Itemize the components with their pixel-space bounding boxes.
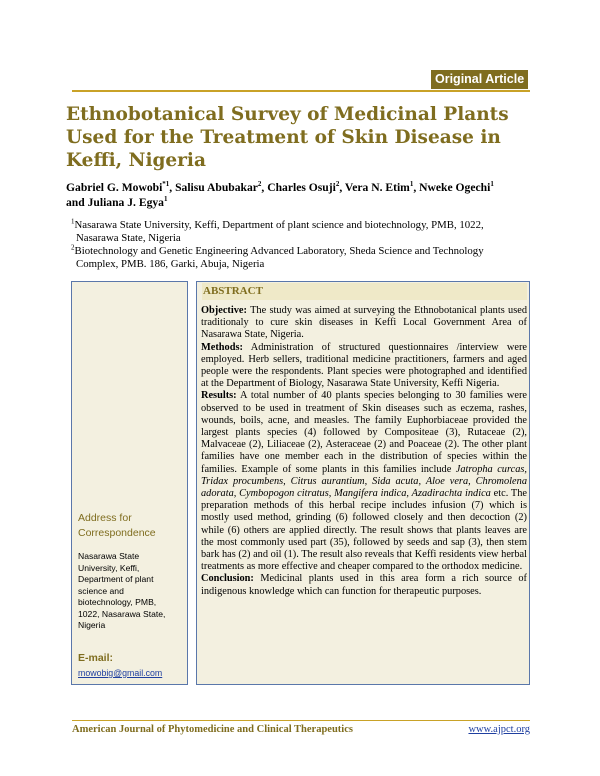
correspondence-address (78, 551, 184, 632)
address-line: Department of plant (78, 574, 154, 584)
author-name: Gabriel G. Mowobi (66, 181, 163, 194)
email-label: E-mail: (78, 652, 114, 664)
abstract-box (196, 281, 530, 685)
author-name: Charles Osuji (267, 181, 336, 194)
email-link[interactable]: mowobig@gmail.com (78, 668, 163, 678)
affiliation-1 (71, 219, 531, 245)
affiliation-text: Biotechnology and Genetic Engineering Advanced Laboratory, Sheda Science and Technology (74, 245, 484, 257)
correspondence-title-line: Address for (78, 512, 132, 524)
affiliation-mark: 2 (71, 243, 75, 252)
author-name: Nweke Ogechi (419, 181, 491, 194)
address-line: Nasarawa State (78, 551, 140, 561)
author-affiliation-mark: 2 (335, 180, 340, 189)
abstract-results (201, 390, 527, 573)
header-divider (72, 90, 530, 92)
paper-title: Ethnobotanical Survey of Medicinal Plants Used for the Treatment of Skin Disease in Keffi, Nigeria (66, 104, 509, 171)
methods-text: Administration of structured questionnaires /interview were employed. Herb sellers, traditional medicine practitioners, farmers and aged people were the respondents. Plant species were photographed and identified at the Department of Biology, Nasarawa State University, Keffi Nigeria. (201, 341, 528, 390)
author-name: Vera N. Etim (344, 181, 410, 194)
author-affiliation-mark: 2 (257, 180, 262, 189)
author-affiliation-mark: 1 (163, 195, 168, 204)
abstract-methods (201, 342, 527, 391)
correspondence-sidebar (71, 281, 188, 685)
abstract-conclusion (201, 573, 527, 597)
conclusion-label: Conclusion: (201, 573, 254, 585)
affiliation-text: Nasarawa State, Nigeria (76, 232, 181, 244)
journal-name: American Journal of Phytomedicine and Clinical Therapeutics (72, 724, 353, 735)
author-affiliation-mark: 1 (490, 180, 494, 189)
objective-text: The study was aimed at surveying the Ethnobotanical plants used traditionaly to cure skin diseases in Keffi Local Government Area of Nasarawa State, Nigeria. (201, 305, 528, 341)
results-text: etc. The preparation methods of this herbal recipe includes infusion (7) which is mostly used method, grinding (6) followed closely and then decoction (2) while (6) others are applied directly. The result shows that plants leaves are the most commonly used part (35), followed by seeds and sap (3), then stem bark has (2) and oil (1). The result also reveals that Keffi residents view herbal treatments as more effective and cheaper compared to the orthodox medicine. (201, 488, 528, 573)
author-name: Juliana J. Egya (87, 196, 164, 209)
correspondence-title (78, 511, 184, 541)
affiliation-mark: 1 (71, 217, 75, 226)
correspondence-title-line: Correspondence (78, 527, 156, 539)
address-line: Nigeria (78, 620, 106, 630)
author-affiliation-mark: *1 (162, 180, 170, 189)
footer-divider (72, 720, 530, 721)
article-type-badge: Original Article (431, 70, 528, 89)
results-label: Results: (201, 390, 237, 402)
methods-label: Methods: (201, 341, 243, 353)
abstract-body (201, 305, 527, 598)
conclusion-text: Medicinal plants used in this area form a rich source of indigenous knowledge which can function for therapeutic purposes. (201, 573, 527, 597)
results-text: A total number of 40 plants species belonging to 30 families were observed to be used in treatment of Skin diseases such as eczema, rashes, wounds, boils, acne, and measles. The family Euphorbiaceae provided the largest plants species (4) followed by Compositeae (3), Rutaceae (2), Malvaceae (2), Liliaceae (2), Asteraceae (2) and Poaceae (2). The other plant families have one member each in the distribution of species within the families. Example of some plants in this families include (201, 390, 527, 475)
author-affiliation-mark: 1 (409, 180, 414, 189)
affiliation-text: Nasarawa State University, Keffi, Department of plant science and biotechnology, PMB, 1022, (74, 219, 484, 231)
abstract-objective (201, 305, 527, 342)
author-joiner: and (66, 196, 85, 209)
author-list: Gabriel G. Mowobi$^{*1}$, Salisu Abubakar$^2$, Charles Osuji$^2$, Vera N. Etim$^1$, Nweke Ogechi$^1$ and Juliana J. Egya$^1$ (66, 180, 494, 209)
objective-label: Objective: (201, 305, 247, 316)
author-name: Salisu Abubakar (175, 181, 258, 194)
journal-url-link[interactable]: www.ajpct.org (468, 724, 530, 735)
address-line: science and (78, 585, 124, 596)
address-line: 1022, Nasarawa State, (78, 608, 166, 619)
affiliation-2 (71, 245, 531, 271)
affiliation-text: Complex, PMB. 186, Garki, Abuja, Nigeria (76, 258, 265, 270)
abstract-heading: ABSTRACT (202, 283, 527, 300)
address-line: biotechnology, PMB, (78, 597, 157, 607)
address-line: University, Keffi, (78, 562, 140, 573)
results-species-list: Jatropha curcas, Tridax procumbens, Citrus aurantium, Sida acuta, Aloe vera, Chromolena adorata, Cymbopogon citratus, Mangifera indica, Azadirachta indica (201, 463, 527, 500)
